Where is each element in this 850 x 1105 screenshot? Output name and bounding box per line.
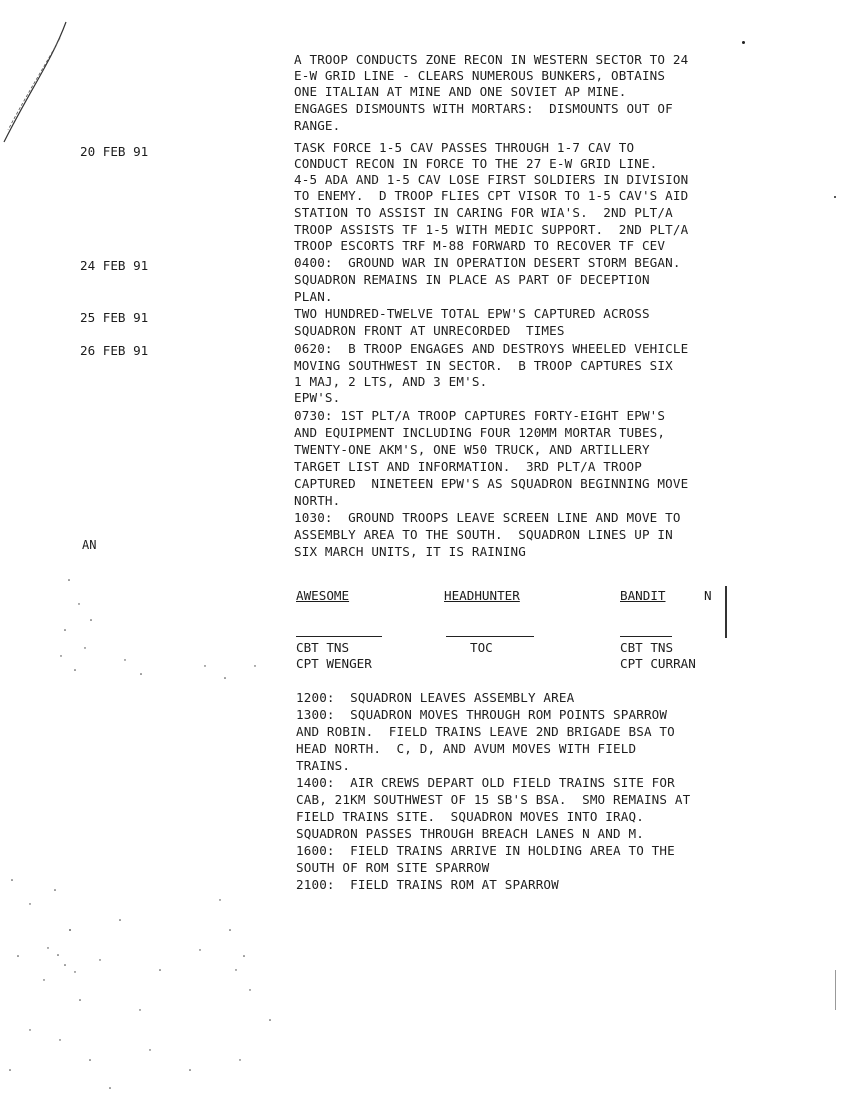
table-rule: [620, 636, 672, 637]
scan-noise: [0, 860, 300, 1105]
log-line: TRAINS.: [296, 758, 351, 773]
log-line: 0620: B TROOP ENGAGES AND DESTROYS WHEELED VEHICLE: [294, 341, 689, 356]
log-line: TASK FORCE 1-5 CAV PASSES THROUGH 1-7 CAV TO: [294, 140, 635, 155]
log-line: SOUTH OF ROM SITE SPARROW: [296, 860, 490, 875]
log-line: ENGAGES DISMOUNTS WITH MORTARS: DISMOUNTS OUT OF: [294, 101, 673, 116]
log-line: FIELD TRAINS SITE. SQUADRON MOVES INTO IRAQ.: [296, 809, 644, 824]
table-header: N: [704, 588, 712, 603]
scan-noise: [55, 570, 285, 700]
log-line: 1600: FIELD TRAINS ARRIVE IN HOLDING AREA TO THE: [296, 843, 675, 858]
log-line: TWO HUNDRED-TWELVE TOTAL EPW'S CAPTURED ACROSS: [294, 306, 650, 321]
log-line: 1300: SQUADRON MOVES THROUGH ROM POINTS SPARROW: [296, 707, 668, 722]
log-line: TWENTY-ONE AKM'S, ONE W50 TRUCK, AND ARTILLERY: [294, 442, 650, 457]
log-line: STATION TO ASSIST IN CARING FOR WIA'S. 2ND PLT/A: [294, 205, 673, 220]
log-line: AND EQUIPMENT INCLUDING FOUR 120MM MORTAR TUBES,: [294, 425, 666, 440]
table-cell: CBT TNS: [296, 640, 350, 655]
date-entry: 24 FEB 91: [80, 258, 149, 273]
table-rule: [446, 636, 534, 637]
log-line: CAB, 21KM SOUTHWEST OF 15 SB'S BSA. SMO REMAINS AT: [296, 792, 691, 807]
log-line: 0730: 1ST PLT/A TROOP CAPTURES FORTY-EIGHT EPW'S: [294, 408, 666, 423]
table-header: BANDIT: [620, 588, 666, 603]
bracket-line: [725, 586, 727, 638]
log-line: SIX MARCH UNITS, IT IS RAINING: [294, 544, 526, 559]
log-line: PLAN.: [294, 289, 333, 304]
log-line: 1200: SQUADRON LEAVES ASSEMBLY AREA: [296, 690, 575, 705]
log-line: RANGE.: [294, 118, 341, 133]
log-line: ONE ITALIAN AT MINE AND ONE SOVIET AP MINE.: [294, 84, 627, 99]
speck: [835, 970, 836, 1010]
log-line: ASSEMBLY AREA TO THE SOUTH. SQUADRON LINES UP IN: [294, 527, 673, 542]
log-line: SQUADRON FRONT AT UNRECORDED TIMES: [294, 323, 565, 338]
log-line: AND ROBIN. FIELD TRAINS LEAVE 2ND BRIGADE BSA TO: [296, 724, 675, 739]
date-entry: 20 FEB 91: [80, 144, 149, 159]
log-line: NORTH.: [294, 493, 341, 508]
scratch-mark: [0, 20, 80, 160]
table-header: HEADHUNTER: [444, 588, 520, 603]
date-entry: 25 FEB 91: [80, 310, 149, 325]
table-cell: CPT CURRAN: [620, 656, 696, 671]
table-cell: CPT WENGER: [296, 656, 372, 671]
margin-mark: AN: [82, 538, 97, 552]
date-entry: 26 FEB 91: [80, 343, 149, 358]
log-line: 4-5 ADA AND 1-5 CAV LOSE FIRST SOLDIERS IN DIVISION: [294, 172, 689, 187]
log-line: A TROOP CONDUCTS ZONE RECON IN WESTERN SECTOR TO 24: [294, 52, 689, 67]
table-cell: TOC: [470, 640, 493, 655]
log-line: 1400: AIR CREWS DEPART OLD FIELD TRAINS SITE FOR: [296, 775, 675, 790]
log-line: 1 MAJ, 2 LTS, AND 3 EM'S.: [294, 374, 488, 389]
log-line: TARGET LIST AND INFORMATION. 3RD PLT/A TROOP: [294, 459, 642, 474]
log-line: CONDUCT RECON IN FORCE TO THE 27 E-W GRID LINE.: [294, 156, 658, 171]
speck: [742, 41, 745, 44]
log-line: SQUADRON REMAINS IN PLACE AS PART OF DECEPTION: [294, 272, 650, 287]
log-line: 1030: GROUND TROOPS LEAVE SCREEN LINE AND MOVE TO: [294, 510, 681, 525]
log-line: MOVING SOUTHWEST IN SECTOR. B TROOP CAPTURES SIX: [294, 358, 673, 373]
log-line: CAPTURED NINETEEN EPW'S AS SQUADRON BEGINNING MOVE: [294, 476, 689, 491]
log-line: EPW'S.: [294, 390, 341, 405]
speck: [834, 196, 836, 198]
table-header: AWESOME: [296, 588, 350, 603]
log-line: HEAD NORTH. C, D, AND AVUM MOVES WITH FIELD: [296, 741, 637, 756]
log-line: E-W GRID LINE - CLEARS NUMEROUS BUNKERS, OBTAINS: [294, 68, 666, 83]
table-cell: CBT TNS: [620, 640, 674, 655]
log-line: TO ENEMY. D TROOP FLIES CPT VISOR TO 1-5 CAV'S AID: [294, 188, 689, 203]
log-line: TROOP ASSISTS TF 1-5 WITH MEDIC SUPPORT. 2ND PLT/A: [294, 222, 689, 237]
log-line: 0400: GROUND WAR IN OPERATION DESERT STORM BEGAN.: [294, 255, 681, 270]
log-line: TROOP ESCORTS TRF M-88 FORWARD TO RECOVER TF CEV: [294, 238, 666, 253]
log-line: SQUADRON PASSES THROUGH BREACH LANES N AND M.: [296, 826, 644, 841]
log-line: 2100: FIELD TRAINS ROM AT SPARROW: [296, 877, 559, 892]
table-rule: [296, 636, 382, 637]
